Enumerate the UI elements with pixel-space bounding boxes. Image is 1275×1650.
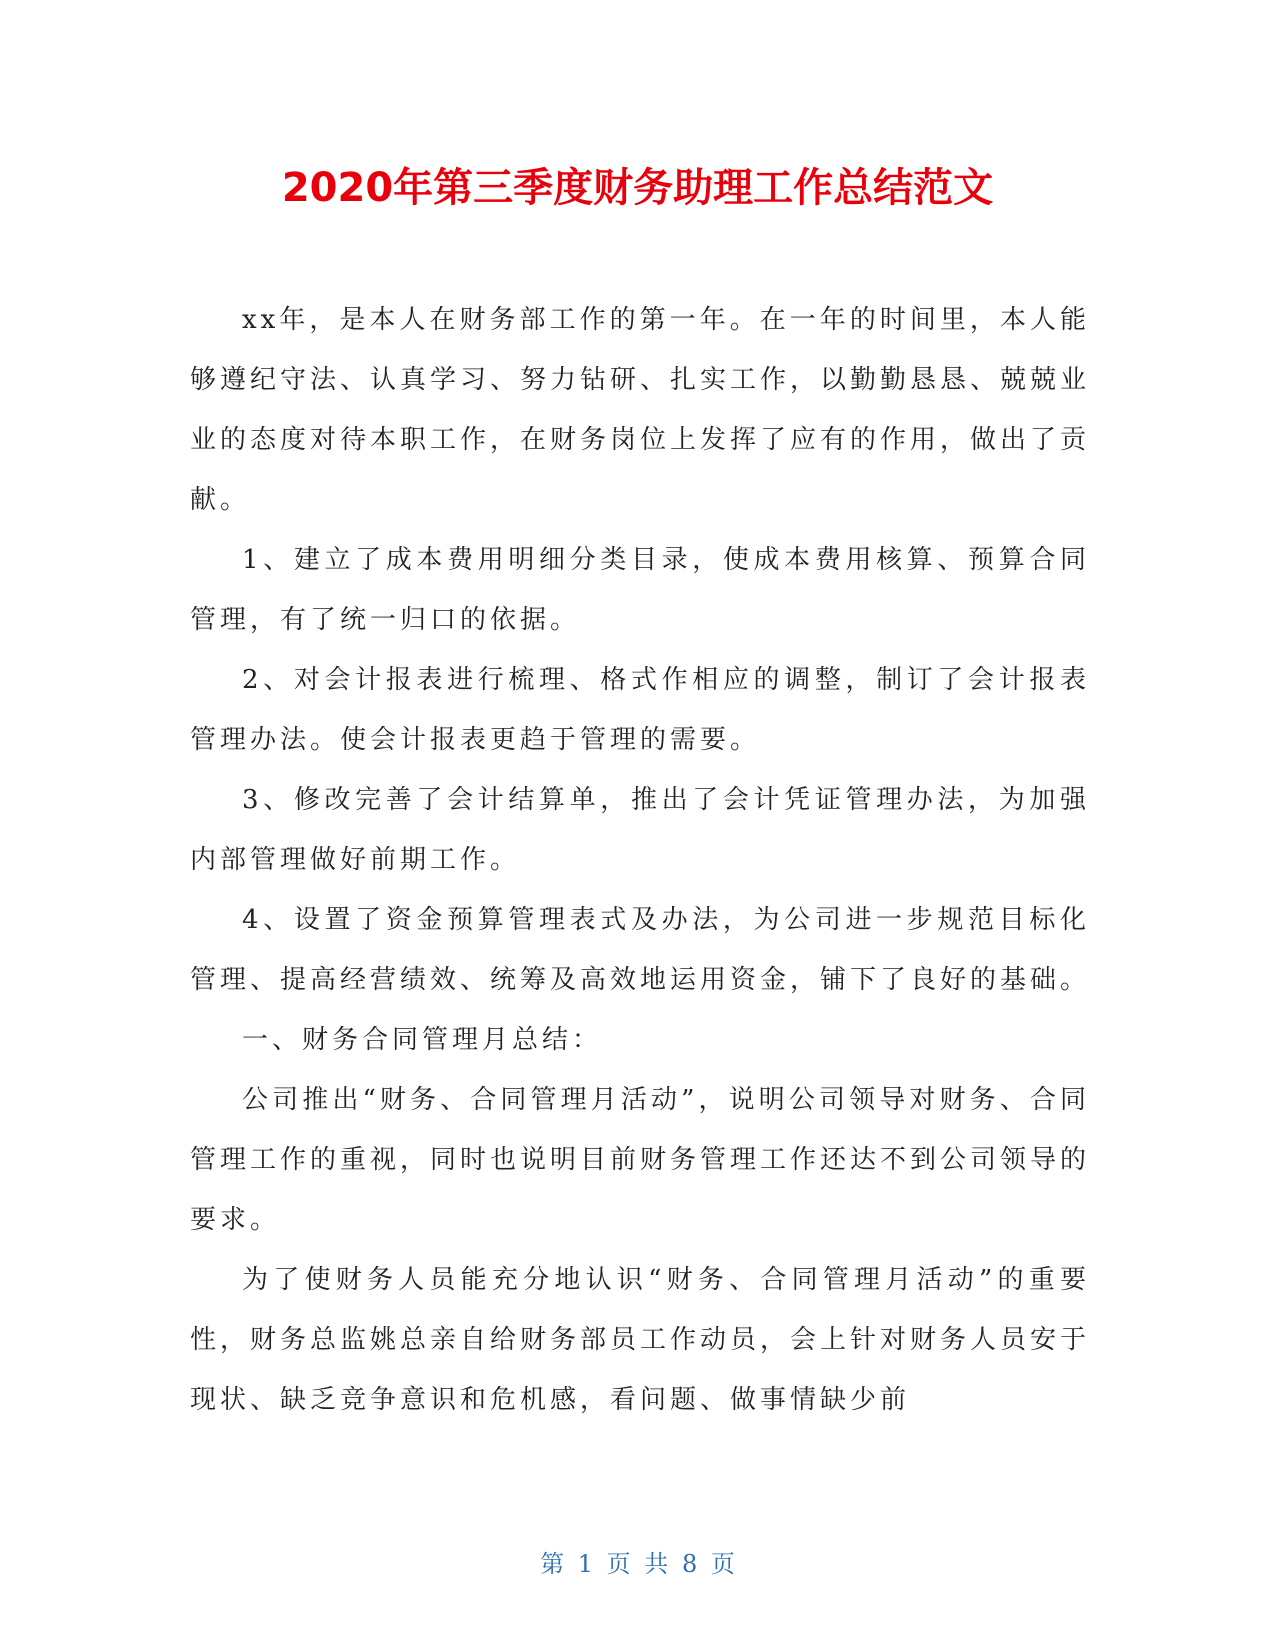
document-title: 2020年第三季度财务助理工作总结范文 — [281, 165, 994, 211]
paragraph: 2、对会计报表进行梳理、格式作相应的调整，制订了会计报表管理办法。使会计报表更趋于管理的需要。 — [190, 665, 1090, 755]
paragraph: 4、设置了资金预算管理表式及办法，为公司进一步规范目标化管理、提高经营绩效、统筹及高效地运用资金，铺下了良好的基础。 — [190, 905, 1091, 995]
paragraph: 为了使财务人员能充分地认识“财务、合同管理月活动”的重要性，财务总监姚总亲自给财务部员工作动员，会上针对财务人员安于现状、缺乏竞争意识和危机感，看问题、做事情缺少前 — [190, 1265, 1091, 1415]
paragraph: 3、修改完善了会计结算单，推出了会计凭证管理办法，为加强内部管理做好前期工作。 — [190, 785, 1090, 875]
section-heading: 一、财务合同管理月总结： — [242, 1025, 603, 1055]
document-body — [190, 290, 1090, 1430]
paragraph: xx年，是本人在财务部工作的第一年。在一年的时间里，本人能够遵纪守法、认真学习、努力钻研、扎实工作，以勤勤恳恳、兢兢业业的态度对待本职工作，在财务岗位上发挥了应有的作用，做出了贡献。 — [190, 305, 1091, 515]
page-number-footer: 第 1 页 共 8 页 — [540, 1550, 735, 1578]
paragraph: 公司推出“财务、合同管理月活动”，说明公司领导对财务、合同管理工作的重视，同时也说明目前财务管理工作还达不到公司领导的要求。 — [190, 1085, 1091, 1235]
paragraph: 1、建立了成本费用明细分类目录，使成本费用核算、预算合同管理，有了统一归口的依据。 — [190, 545, 1090, 635]
